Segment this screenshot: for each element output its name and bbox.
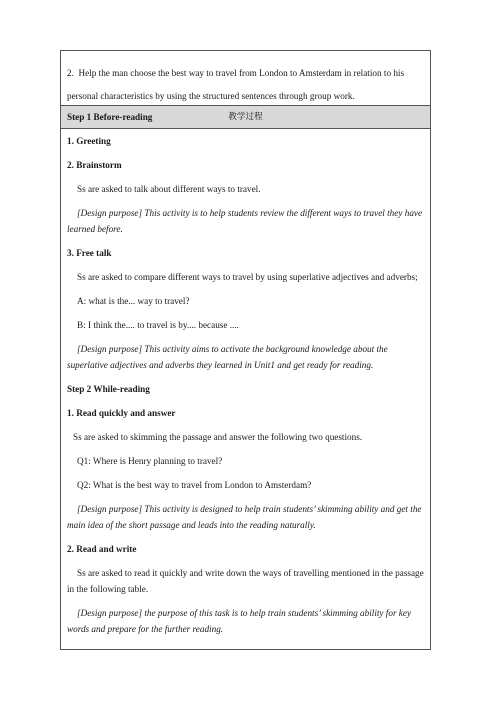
objective-line-1 — [67, 60, 424, 86]
read-write-purpose-1: [Design purpose] the purpose of this task is to help train students’ skimming ability for key — [77, 608, 412, 618]
objective-number: 2. — [67, 68, 74, 78]
read-quickly-activity: Ss are asked to skimming the passage and answer the following two questions. — [73, 432, 363, 442]
greeting-heading: 1. Greeting — [67, 136, 111, 146]
read-quickly-heading: 1. Read quickly and answer — [67, 408, 176, 418]
free-talk-sentence-b: B: I think the.... to travel is by.... because .... — [77, 320, 239, 330]
brainstorm-purpose-2: learned before. — [67, 224, 123, 234]
free-talk-purpose-1: [Design purpose] This activity aims to activate the background knowledge about the — [77, 344, 388, 354]
lesson-plan-table — [60, 50, 431, 650]
step2-title: Step 2 While-reading — [67, 384, 150, 394]
free-talk-purpose-2: superlative adjectives and adverbs they learned in Unit1 and get ready for reading. — [67, 360, 374, 370]
read-quickly-purpose-2: main idea of the short passage and leads into the reading naturally. — [67, 520, 316, 530]
brainstorm-activity: Ss are asked to talk about different ways to travel. — [77, 184, 261, 194]
question-1: Q1: Where is Henry planning to travel? — [77, 456, 223, 466]
brainstorm-heading: 2. Brainstorm — [67, 160, 122, 170]
free-talk-heading: 3. Free talk — [67, 248, 112, 258]
objective-row — [61, 51, 430, 106]
step1-title: Step 1 Before-reading — [67, 112, 153, 122]
read-quickly-purpose-1: [Design purpose] This activity is designed to help train students’ skimming ability and get the — [77, 504, 422, 514]
objective-text-1: Help the man choose the best way to travel from London to Amsterdam in relation to his — [78, 68, 405, 78]
section-header: 教学过程 — [61, 106, 430, 129]
question-2: Q2: What is the best way to travel from London to Amsterdam? — [77, 480, 312, 490]
free-talk-activity: Ss are asked to compare different ways to travel by using superlative adjectives and adverbs; — [77, 272, 418, 282]
read-write-activity-2: in the following table. — [67, 584, 149, 594]
brainstorm-purpose-1: [Design purpose] This activity is to help students review the different ways to travel they have — [77, 208, 423, 218]
free-talk-sentence-a: A: what is the... way to travel? — [77, 296, 190, 306]
objective-line-2: personal characteristics by using the structured sentences through group work. — [67, 91, 355, 101]
read-write-activity-1: Ss are asked to read it quickly and write down the ways of travelling mentioned in the passage — [77, 568, 424, 578]
read-write-heading: 2. Read and write — [67, 544, 137, 554]
read-write-purpose-2: words and prepare for the further reading. — [67, 624, 224, 634]
